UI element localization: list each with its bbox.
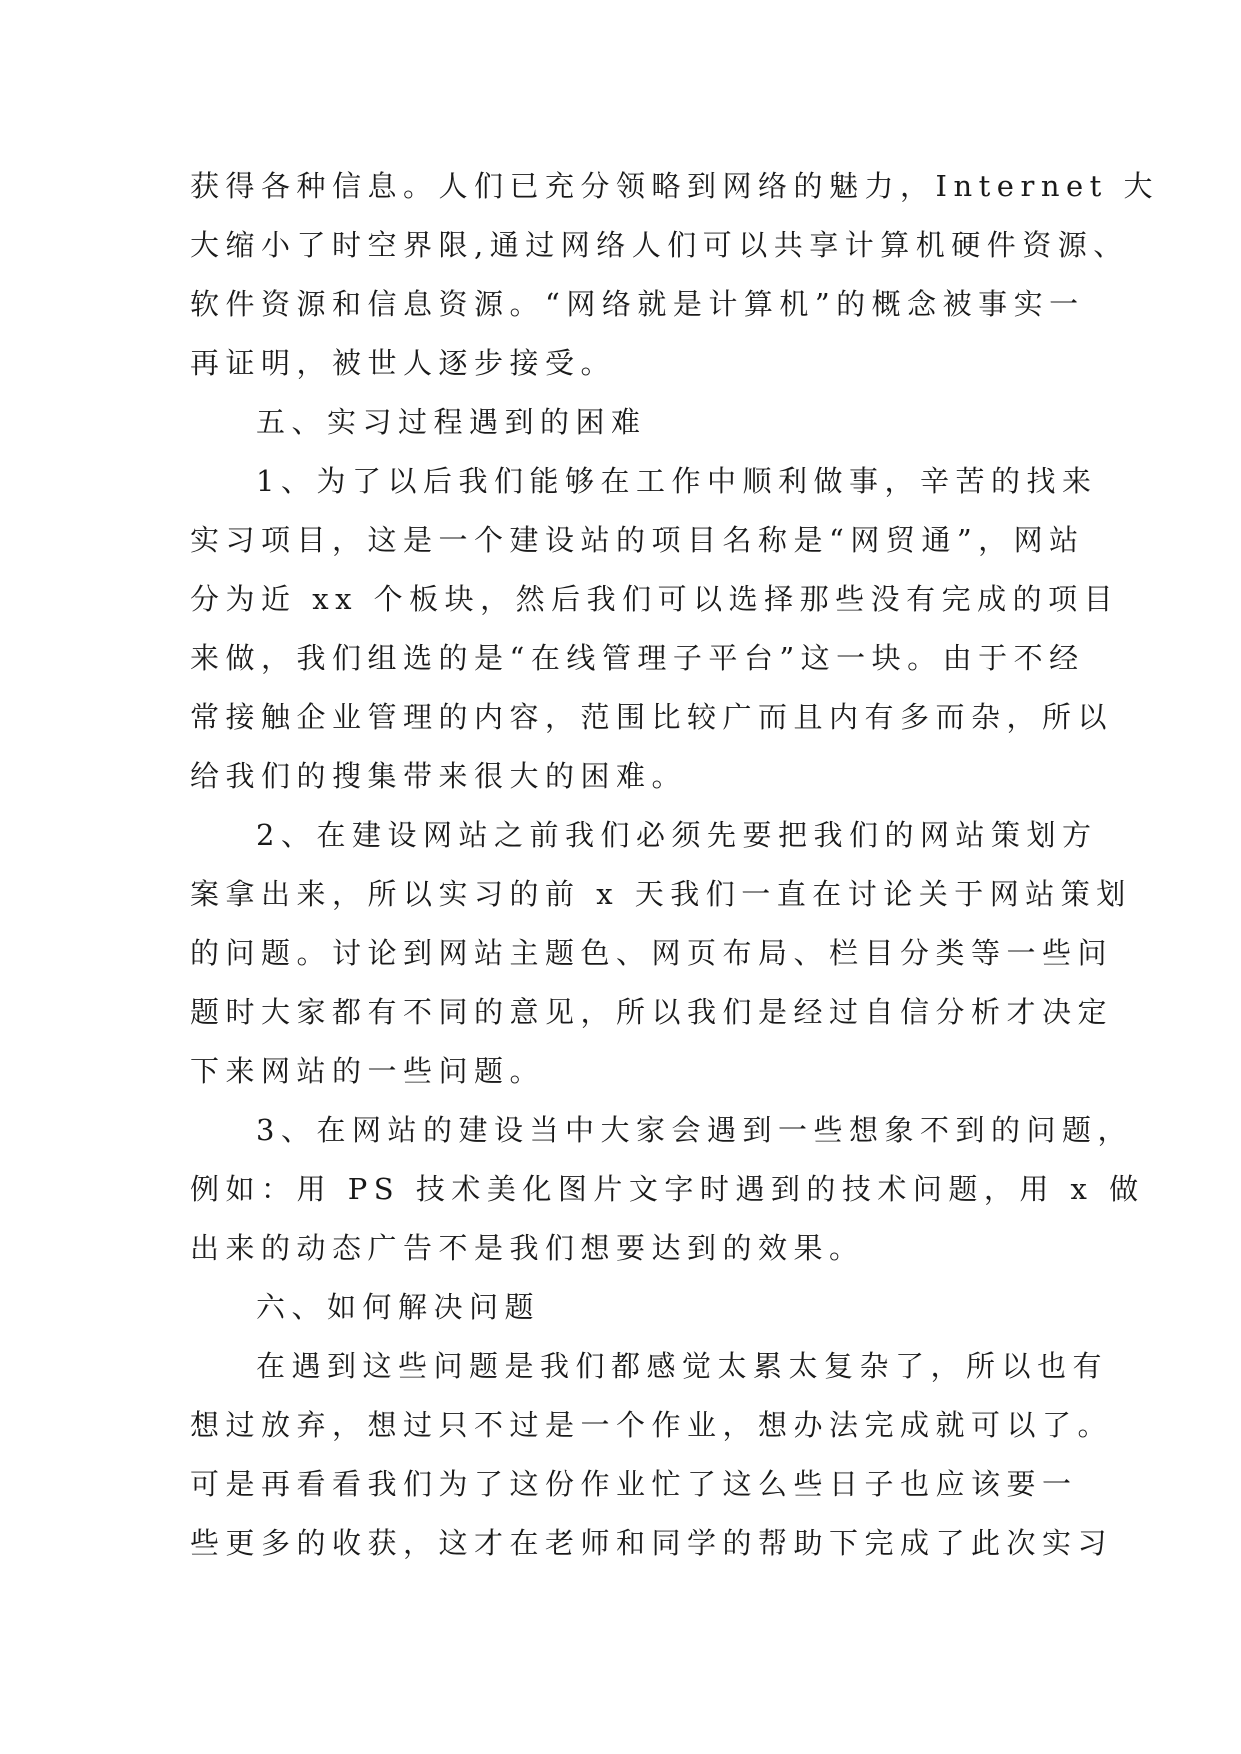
body-text-line: 案拿出来，所以实习的前 x 天我们一直在讨论关于网站策划	[190, 877, 1132, 911]
body-text-line: 再证明，被世人逐步接受。	[190, 346, 617, 380]
body-text-line: 的问题。讨论到网站主题色、网页布局、栏目分类等一些问	[190, 936, 1114, 970]
body-text-line: 例如：用 PS 技术美化图片文字时遇到的技术问题，用 x 做	[190, 1172, 1145, 1206]
body-text-line: 出来的动态广告不是我们想要达到的效果。	[190, 1231, 865, 1265]
body-text-line: 在遇到这些问题是我们都感觉太累太复杂了，所以也有	[256, 1349, 1109, 1383]
body-text-line: 来做，我们组选的是“在线管理子平台”这一块。由于不经	[190, 641, 1085, 675]
body-text-line: 题时大家都有不同的意见，所以我们是经过自信分析才决定	[190, 995, 1114, 1029]
body-text-line: 下来网站的一些问题。	[190, 1054, 546, 1088]
body-text-line: 获得各种信息。人们已充分领略到网络的魅力，Internet 大	[190, 169, 1160, 203]
body-text-line: 3、在网站的建设当中大家会遇到一些想象不到的问题，	[256, 1113, 1133, 1147]
body-text-line: 可是再看看我们为了这份作业忙了这么些日子也应该要一	[190, 1467, 1078, 1501]
body-text-line: 给我们的搜集带来很大的困难。	[190, 759, 688, 793]
body-text-line: 1、为了以后我们能够在工作中顺利做事，辛苦的找来	[256, 464, 1098, 498]
body-text-line: 想过放弃，想过只不过是一个作业，想办法完成就可以了。	[190, 1408, 1114, 1442]
body-text-line: 大缩小了时空界限,通过网络人们可以共享计算机硬件资源、	[190, 228, 1129, 262]
section-heading: 六、如何解决问题	[256, 1290, 541, 1324]
body-text-line: 2、在建设网站之前我们必须先要把我们的网站策划方	[256, 818, 1098, 852]
body-text-line: 常接触企业管理的内容，范围比较广而且内有多而杂，所以	[190, 700, 1114, 734]
body-text-line: 软件资源和信息资源。“网络就是计算机”的概念被事实一	[190, 287, 1085, 321]
body-text-line: 实习项目，这是一个建设站的项目名称是“网贸通”，网站	[190, 523, 1085, 557]
body-text-line: 些更多的收获，这才在老师和同学的帮助下完成了此次实习	[190, 1526, 1114, 1560]
section-heading: 五、实习过程遇到的困难	[256, 405, 647, 439]
body-text-line: 分为近 xx 个板块，然后我们可以选择那些没有完成的项目	[190, 582, 1120, 616]
